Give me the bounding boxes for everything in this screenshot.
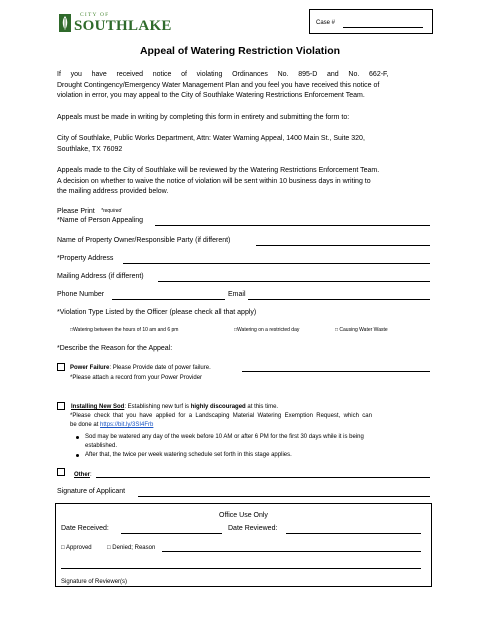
intro-line-2: Drought Contingency/Emergency Water Management Plan and you feel you have received this notice of — [57, 81, 380, 89]
phone-label: Phone Number — [57, 291, 105, 298]
denied-option[interactable]: □ Denied; Reason — [107, 545, 156, 551]
date-received-field[interactable] — [121, 533, 222, 534]
power-failure-note: *Please attach a record from your Power Provider — [70, 375, 203, 381]
signature-label: Signature of Applicant — [57, 488, 126, 495]
email-field[interactable] — [248, 299, 430, 300]
phone-field[interactable] — [112, 299, 225, 300]
date-reviewed-field[interactable] — [286, 533, 421, 534]
new-sod-bullet-1 — [85, 433, 364, 450]
intro-line-1: If you have received notice of violating Ordinances No. 895-D and No. 662-F, — [57, 71, 389, 78]
denied-reason-field[interactable] — [162, 551, 421, 552]
office-use-title: Office Use Only — [219, 512, 268, 519]
new-sod-bullet-1-line-b: established. — [85, 443, 118, 449]
new-sod-text-before: : Establishing new turf is — [124, 404, 191, 410]
violation-option-hours[interactable]: □Watering between the hours of 10 am and 6 pm — [70, 327, 179, 333]
owner-label: Name of Property Owner/Responsible Party (if different) — [57, 237, 231, 244]
intro-paragraph — [57, 70, 427, 100]
case-number-box — [309, 9, 433, 34]
date-received-label: Date Received: — [61, 525, 109, 532]
other-line — [74, 471, 92, 479]
power-failure-checkbox[interactable] — [57, 363, 65, 371]
please-print-label: Please Print — [57, 208, 95, 215]
new-sod-note-prefix: be done at — [70, 422, 101, 428]
new-sod-bullet-1-line-a: Sod may be watered any day of the week before 10 AM or after 6 PM for the first 30 days while it is being — [85, 434, 364, 440]
instructions-text: Appeals must be made in writing by completing this form in entirety and submitting the form to: — [57, 114, 350, 121]
new-sod-bold: highly discouraged — [190, 404, 246, 410]
logo-emblem-icon — [58, 13, 72, 33]
approved-option[interactable]: □ Approved — [61, 545, 92, 551]
violation-option-water-waste[interactable]: □ Causing Water Waste — [335, 327, 388, 333]
new-sod-label: Installing New Sod — [71, 404, 125, 410]
address-line-1: City of Southlake, Public Works Department, Attn: Water Warning Appeal, 1400 Main St., Suite 320, — [57, 135, 365, 142]
office-use-box — [55, 503, 432, 587]
signature-field[interactable] — [138, 496, 430, 497]
power-failure-date-field[interactable] — [242, 371, 430, 372]
power-failure-label: Power Failure — [70, 365, 110, 371]
violation-option-restricted-day[interactable]: □Watering on a restricted day — [234, 327, 300, 333]
reason-heading: *Describe the Reason for the Appeal: — [57, 345, 173, 352]
power-failure-line — [70, 364, 211, 372]
new-sod-note-1: *Please check that you have applied for a Landscaping Material Watering Exemption Request, which can — [70, 413, 372, 419]
other-label: Other — [74, 472, 91, 478]
owner-field[interactable] — [256, 245, 430, 246]
review-line-3: the mailing address provided below. — [57, 188, 169, 195]
review-paragraph — [57, 166, 379, 196]
other-suffix: : — [90, 472, 92, 478]
other-checkbox[interactable] — [57, 468, 65, 476]
new-sod-line — [71, 403, 278, 411]
new-sod-bullet-2: After that, the twice per week watering schedule set forth in this stage applies. — [85, 452, 292, 458]
power-failure-text: : Please Provide date of power failure. — [109, 365, 211, 371]
case-number-input[interactable] — [343, 27, 423, 28]
reviewer-signature-line[interactable] — [61, 568, 421, 569]
other-field[interactable] — [96, 477, 430, 478]
bullet-icon — [76, 436, 79, 439]
review-line-2: A decision on whether to waive the notice of violation will be sent within 10 business days in writing to — [57, 177, 371, 185]
required-note: *required — [101, 208, 122, 214]
page-title: Appeal of Watering Restriction Violation — [139, 45, 341, 57]
date-reviewed-label: Date Reviewed: — [228, 525, 278, 532]
bullet-icon — [76, 454, 79, 457]
intro-line-3: violation in error, you may appeal to the City of Southlake Watering Restrictions Enforcement Team. — [57, 92, 365, 99]
mailing-address-field[interactable] — [158, 281, 430, 282]
email-label: Email — [228, 291, 246, 298]
mailing-address-label: Mailing Address (if different) — [57, 273, 144, 280]
case-number-label: Case # — [316, 20, 336, 26]
exemption-request-link[interactable]: https://bit.ly/3SI4Frb — [100, 422, 154, 428]
reviewer-signature-label: Signature of Reviewer(s) — [61, 579, 128, 585]
new-sod-note-2 — [70, 421, 153, 429]
address-line-2: Southlake, TX 76092 — [57, 145, 123, 153]
new-sod-checkbox[interactable] — [57, 402, 65, 410]
city-logo — [58, 12, 178, 38]
mailing-address-text — [57, 134, 365, 154]
name-label: *Name of Person Appealing — [57, 217, 143, 224]
new-sod-text-after: at this time. — [245, 404, 279, 410]
logo-name: SOUTHLAKE — [74, 18, 172, 34]
review-line-1: Appeals made to the City of Southlake will be reviewed by the Watering Restrictions Enforcement Team. — [57, 167, 380, 174]
violation-heading: *Violation Type Listed by the Officer (please check all that apply) — [57, 309, 257, 316]
logo-city-of: CITY OF — [80, 12, 110, 18]
property-address-label: *Property Address — [57, 255, 114, 262]
property-address-field[interactable] — [123, 263, 430, 264]
name-field[interactable] — [155, 225, 430, 226]
